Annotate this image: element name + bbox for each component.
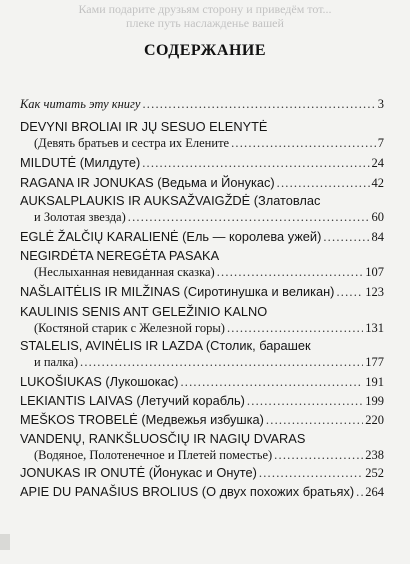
toc-entry-title: LEKIANTIS LAIVAS (Летучий корабль) — [20, 393, 245, 408]
toc-entry[interactable] — [20, 193, 384, 225]
toc-page-number: 199 — [365, 394, 384, 408]
toc-entry-title: LUKOŠIUKAS (Лукошокас) — [20, 374, 179, 389]
toc-entry-line — [20, 193, 384, 209]
toc-entry-line — [20, 484, 384, 500]
toc-entry-line — [20, 284, 384, 300]
toc-entry-title: Как читать эту книгу — [20, 97, 141, 111]
toc-entry-title: AUKSALPLAUKIS IR AUKSAŽVAIGŽDĖ (Златовлас — [20, 193, 321, 208]
toc-page-number: 264 — [365, 485, 384, 499]
toc-entry-title: и палка) — [34, 355, 78, 369]
dot-leader — [274, 447, 363, 463]
toc-title: СОДЕРЖАНИЕ — [143, 42, 267, 59]
toc-entry-title: JONUKAS IR ONUTĖ (Йонукас и Онуте) — [20, 465, 257, 480]
table-of-contents — [20, 96, 384, 500]
toc-entry-line — [20, 412, 384, 428]
toc-page-number: 7 — [377, 136, 384, 150]
toc-entry-line — [20, 155, 384, 171]
dot-leader — [277, 175, 370, 191]
toc-entry-title: EGLĖ ŽALČIŲ KARALIENĖ (Ель — королева ужей) — [20, 229, 322, 244]
toc-entry[interactable] — [20, 304, 384, 336]
toc-page-number: 252 — [365, 466, 384, 480]
toc-entry-line — [20, 374, 384, 390]
toc-entry-line — [20, 354, 384, 370]
toc-entry-title: (Неслыханная невиданная сказка) — [34, 265, 215, 279]
toc-page-number: 84 — [371, 230, 384, 244]
toc-page-number: 107 — [365, 265, 384, 279]
toc-entry-line — [20, 465, 384, 481]
toc-page-number: 238 — [365, 448, 384, 462]
toc-entry[interactable] — [20, 229, 384, 245]
toc-entry-line — [20, 264, 384, 280]
toc-entry-line — [20, 338, 384, 354]
dot-leader — [142, 96, 375, 112]
toc-page-number: 60 — [371, 210, 384, 224]
toc-page-number: 131 — [365, 321, 384, 335]
toc-entry[interactable] — [20, 284, 384, 300]
toc-entry[interactable] — [20, 175, 384, 191]
toc-entry[interactable] — [20, 248, 384, 280]
toc-entry[interactable] — [20, 431, 384, 463]
toc-entry-line — [20, 393, 384, 409]
toc-entry-line — [20, 96, 384, 112]
dot-leader — [247, 393, 363, 409]
toc-page-number: 24 — [371, 156, 384, 170]
toc-page-number: 177 — [365, 355, 384, 369]
dot-leader — [336, 284, 363, 300]
toc-entry-title: KAULINIS SENIS ANT GELEŽINIO KALNO — [20, 304, 268, 319]
dot-leader — [266, 412, 363, 428]
bleed-through-text-top-1: Ками подарите друзьям сторону и приведём тот... — [78, 2, 332, 16]
toc-page-number: 123 — [365, 285, 384, 299]
toc-entry-title: (Водяное, Полотенечное и Плетей поместье) — [34, 448, 273, 462]
toc-entry-line — [20, 248, 384, 264]
toc-entry[interactable] — [20, 338, 384, 370]
entry-spacer — [20, 112, 384, 119]
toc-entry-title: (Костяной старик с Железной горы) — [34, 321, 225, 335]
toc-entry-title: NEGIRDĖTA NEREGĖTA PASAKA — [20, 248, 220, 263]
dot-leader — [217, 264, 364, 280]
toc-page-number: 42 — [371, 176, 384, 190]
toc-entry[interactable] — [20, 96, 384, 112]
page-edge-mark — [0, 534, 10, 550]
toc-entry[interactable] — [20, 155, 384, 171]
toc-entry-title: RAGANA IR JONUKAS (Ведьма и Йонукас) — [20, 175, 275, 190]
toc-entry-line — [20, 320, 384, 336]
toc-page-number: 191 — [365, 375, 384, 389]
toc-entry-line — [20, 431, 384, 447]
dot-leader — [80, 354, 363, 370]
toc-entry-line — [20, 135, 384, 151]
dot-leader — [227, 320, 363, 336]
bleed-through-text-top-2: плеке путь наслажденье вашей — [126, 16, 284, 30]
toc-page-number: 220 — [365, 413, 384, 427]
toc-entry-title: и Золотая звезда) — [34, 210, 126, 224]
toc-page-number: 3 — [377, 97, 384, 111]
toc-entry-line — [20, 175, 384, 191]
toc-entry-title: MEŠKOS TROBELĖ (Медвежья избушка) — [20, 412, 264, 427]
toc-entry-line — [20, 229, 384, 245]
toc-entry-line — [20, 447, 384, 463]
dot-leader — [259, 465, 363, 481]
toc-entry[interactable] — [20, 119, 384, 151]
toc-entry-title: NAŠLAITĖLIS IR MILŽINAS (Сиротинушка и великан) — [20, 284, 335, 299]
dot-leader — [356, 484, 363, 500]
toc-entry-title: MILDUTĖ (Милдуте) — [20, 155, 141, 170]
toc-entry-title: APIE DU PANAŠIUS BROLIUS (О двух похожих братьях) — [20, 484, 355, 499]
dot-leader — [142, 155, 369, 171]
toc-entry[interactable] — [20, 412, 384, 428]
toc-entry[interactable] — [20, 465, 384, 481]
toc-entry[interactable] — [20, 484, 384, 500]
toc-entry-title: VANDENŲ, RANKŠLUOSČIŲ IR NAGIŲ DVARAS — [20, 431, 306, 446]
toc-entry-title: (Девять братьев и сестра их Елените — [34, 136, 230, 150]
dot-leader — [180, 374, 363, 390]
toc-entry-title: DEVYNI BROLIAI IR JŲ SESUO ELENYTĖ — [20, 119, 268, 134]
dot-leader — [323, 229, 369, 245]
dot-leader — [231, 135, 376, 151]
toc-entry-line — [20, 209, 384, 225]
dot-leader — [128, 209, 370, 225]
toc-entry[interactable] — [20, 374, 384, 390]
toc-entry-line — [20, 119, 384, 135]
toc-entry[interactable] — [20, 393, 384, 409]
toc-entry-line — [20, 304, 384, 320]
toc-entry-title: STALELIS, AVINĖLIS IR LAZDA (Столик, барашек — [20, 338, 311, 353]
